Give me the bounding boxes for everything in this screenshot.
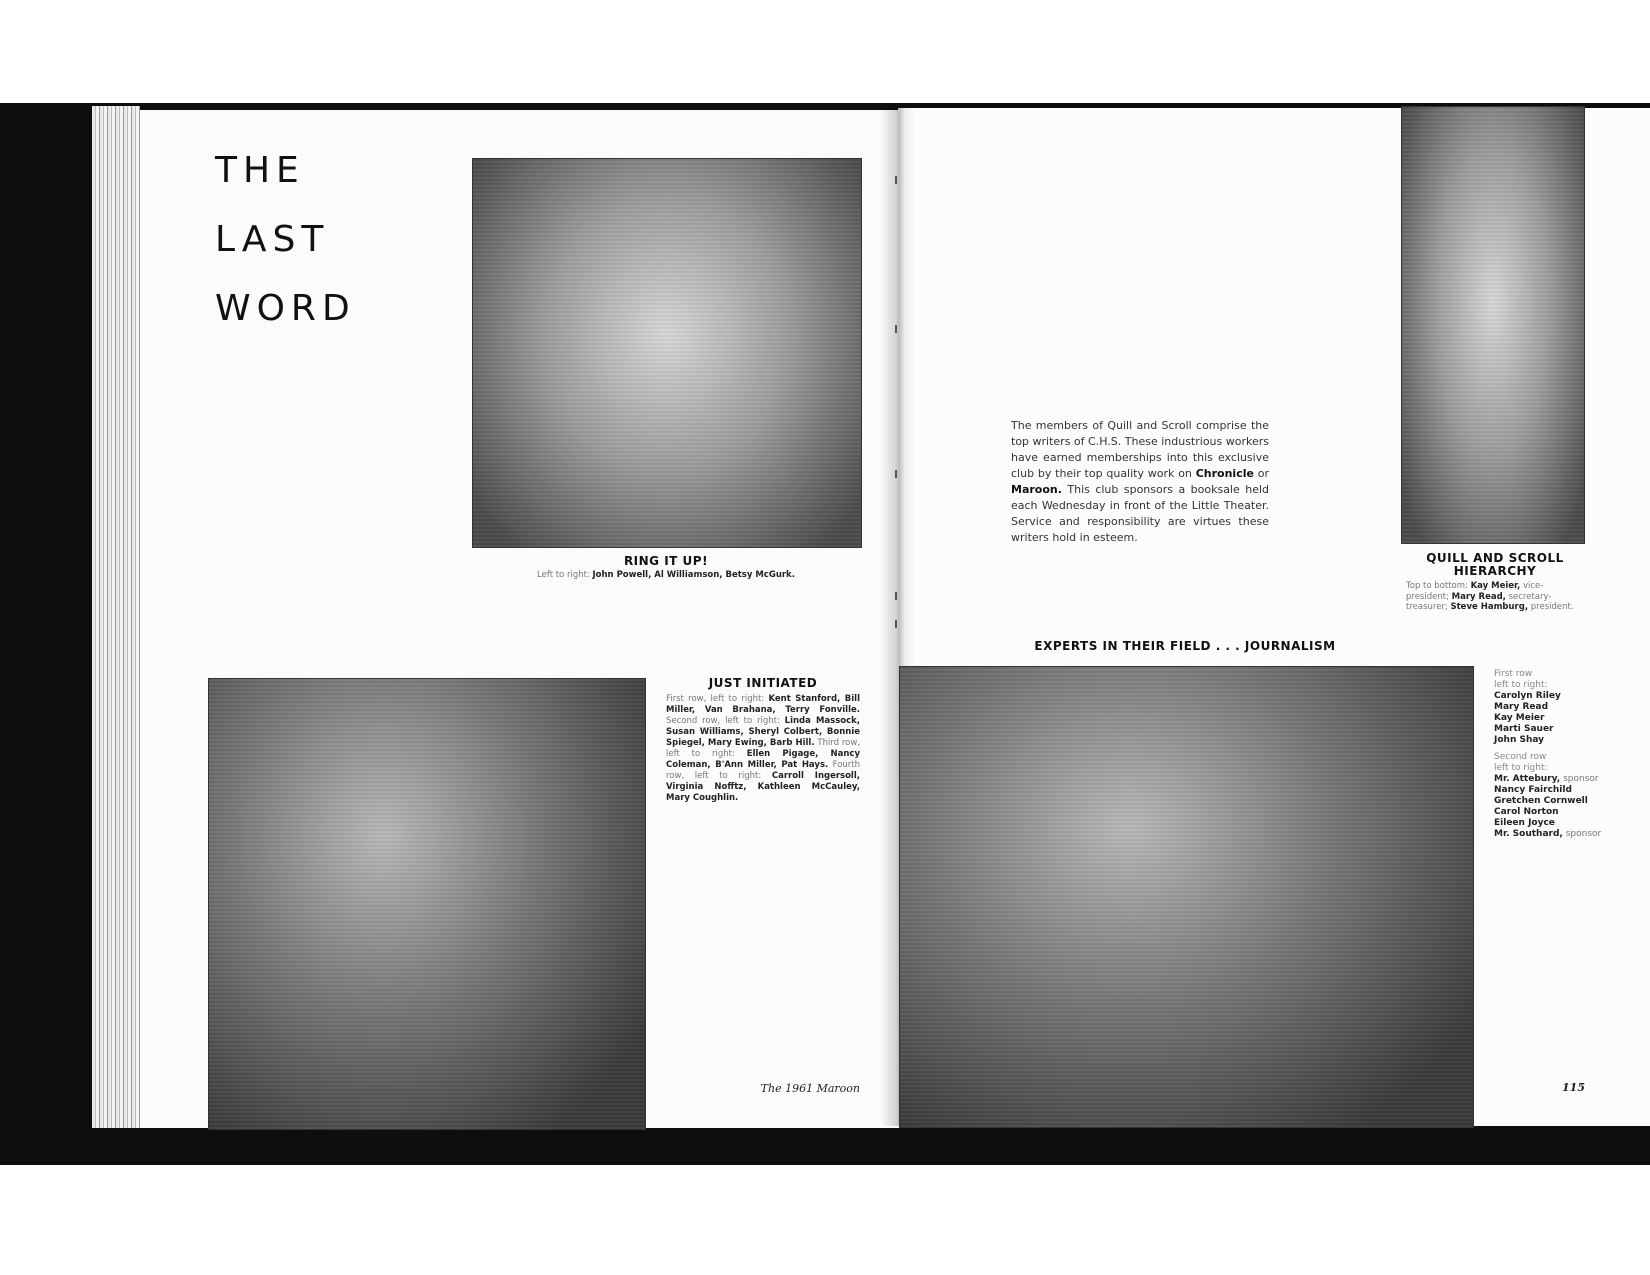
book-bottom-edge [92,1128,1650,1165]
roster-name: Carolyn Riley [1494,691,1561,701]
title-line: THE [215,150,305,191]
caption-title [1406,552,1584,578]
gutter-mark [895,325,897,333]
roster-name: Mr. Southard, [1494,829,1563,839]
caption-text [1406,581,1584,613]
roster-name: Kay Meier [1494,713,1545,723]
roster-name: Nancy Fairchild [1494,785,1572,795]
member-role: vice-president; [1406,581,1544,602]
photo-quill-scroll-hierarchy [1401,106,1585,544]
body-emphasis: Maroon. [1011,483,1062,496]
roster-entry [1494,796,1614,807]
caption-text [666,694,860,804]
roster-entry [1494,774,1614,785]
member-name: Kay Meier, [1470,581,1521,591]
folio-right: 115 [1562,1081,1585,1094]
row-names: Ellen Pigage, Nancy Coleman, B'Ann Miller, Pat Hays. [666,749,860,770]
body-text-part: This club sponsors a booksale held each Wednesday in front of the Little Theater. Service and responsibility are virtues these writers hold in esteem. [1011,483,1269,544]
roster-heading: left to right: [1494,680,1548,690]
caption-lead: Top to bottom: [1406,581,1468,591]
row-names: Carroll Ingersoll, Virginia Nofftz, Kathleen McCauley, Mary Coughlin. [666,771,860,803]
roster-name: Mary Read [1494,702,1549,712]
roster-entry [1494,829,1614,840]
title-line: LAST [215,219,330,260]
roster-heading: Second row [1494,752,1547,762]
caption-title: JUST INITIATED [708,676,818,690]
member-role: president. [1530,602,1574,612]
body-text-part: or [1257,467,1270,480]
roster-role: sponsor [1565,829,1602,839]
photo-ring-it-up [472,158,862,548]
roster-entry [1494,785,1614,796]
roster-role: sponsor [1563,774,1599,784]
gutter-mark [895,176,897,184]
photo-journalism-staff [899,666,1474,1128]
caption-text [472,570,860,581]
row-lead: Third row, left to right: [666,738,861,759]
staff-roster [1494,669,1614,840]
roster-heading: left to right: [1494,763,1548,773]
caption-lead: Left to right: [537,570,590,580]
experts-heading: EXPERTS IN THEIR FIELD . . . JOURNALISM [1034,639,1336,653]
caption-just-initiated [666,676,860,804]
row-lead: Fourth row, left to right: [666,760,860,781]
gutter-mark [895,470,897,478]
roster-name: John Shay [1494,735,1545,745]
row-lead: First row, left to right: [666,694,765,704]
member-name: Mary Read, [1451,591,1506,602]
caption-title: RING IT UP! [623,554,709,568]
row-lead: Second row, left to right: [666,716,780,726]
caption-title-line: HIERARCHY [1453,564,1537,578]
row-names: Kent Stanford, Bill Miller, Van Brahana, Terry Fonville. [666,694,860,715]
body-emphasis: Chronicle [1195,467,1254,480]
title-line: WORD [215,288,356,329]
roster-entry [1494,818,1614,829]
gutter-mark [895,620,897,628]
caption-ring-it-up [472,554,860,581]
gutter-mark [895,592,897,600]
caption-title-line: QUILL AND SCROLL [1426,551,1564,565]
page-edges [92,106,140,1128]
roster-entry [1494,807,1614,818]
roster-name: Mr. Attebury, [1494,774,1561,784]
body-text-part: The members of Quill and Scroll comprise the top writers of C.H.S. These industrious workers have earned memberships into this exclusive club by their top quality work on [1011,419,1269,480]
roster-heading: First row [1494,669,1533,679]
roster-name: Marti Sauer [1494,724,1554,734]
member-name: Steve Hamburg, [1450,602,1529,612]
roster-name: Eileen Joyce [1494,818,1555,828]
folio-left: The 1961 Maroon [760,1082,860,1095]
page-title [215,150,356,329]
member-role: secretary-treasurer; [1406,591,1552,612]
caption-hierarchy [1406,552,1584,613]
caption-names: John Powell, Al Williamson, Betsy McGurk. [592,570,795,580]
body-paragraph [1011,418,1269,546]
roster-name: Carol Norton [1494,807,1559,817]
row-names: Linda Massock, Susan Williams, Sheryl Colbert, Bonnie Spiegel, Mary Ewing, Barb Hill. [666,716,861,748]
roster-name: Gretchen Cornwell [1494,796,1588,806]
photo-just-initiated [208,678,646,1130]
